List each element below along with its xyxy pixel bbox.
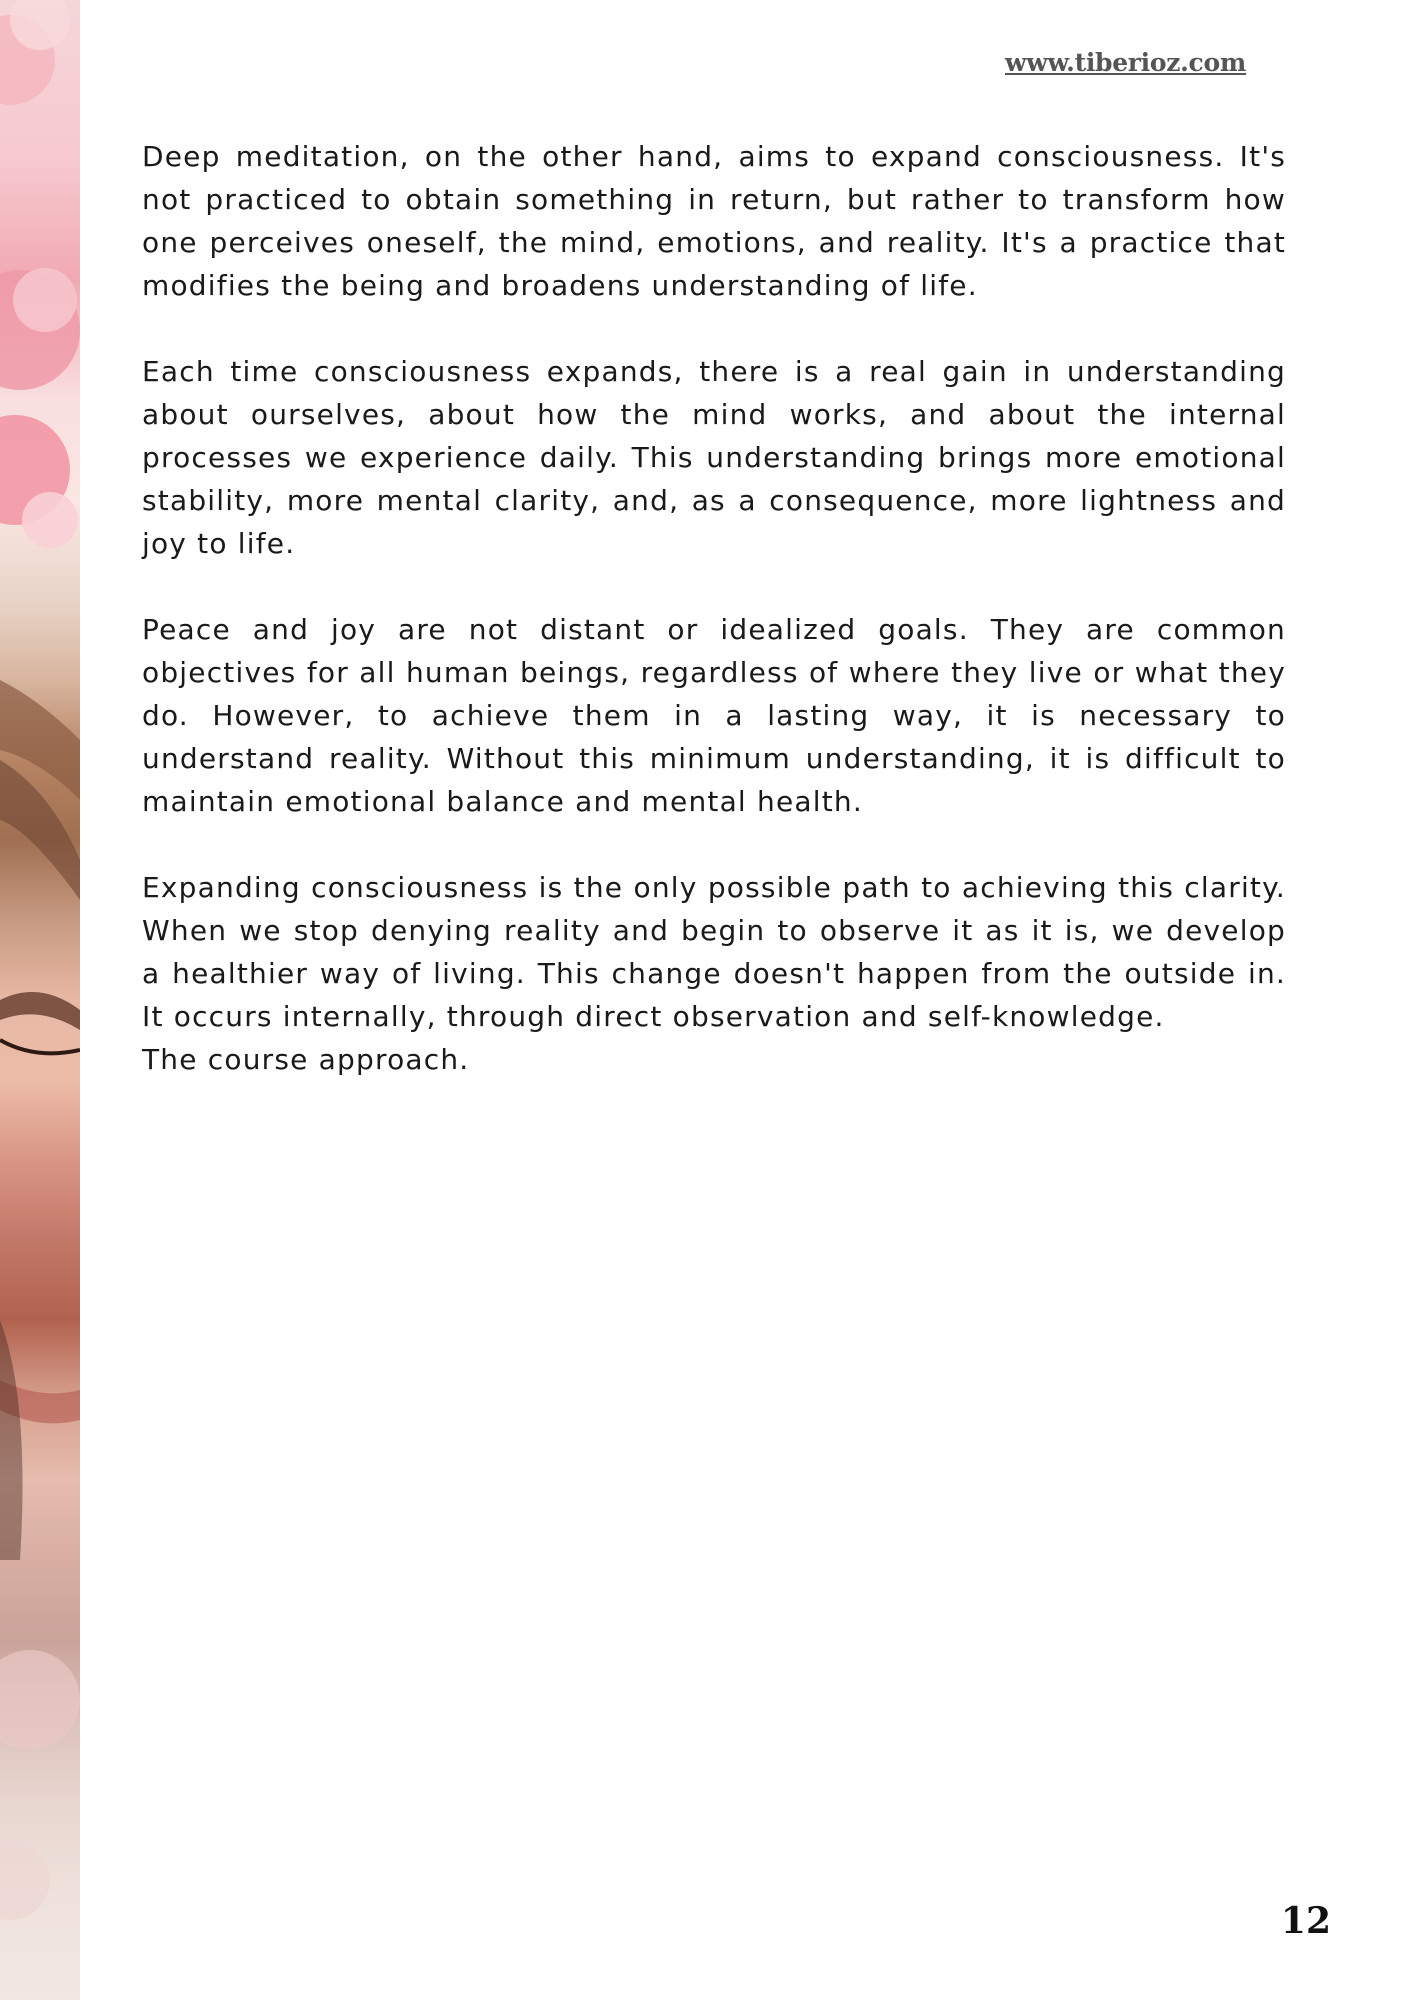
paragraph: The course approach. <box>142 1043 470 1076</box>
paragraph: Peace and joy are not distant or idealized goals. They are common objectives for all human beings, regardless of where they live or what they do. However, to achieve them in a lasting way, it is necessary to understand reality. Without this minimum understanding, it is difficult to maintain emotional balance and mental health. <box>142 613 1286 818</box>
body-text <box>142 135 1286 1081</box>
website-url[interactable]: www.tiberioz.com <box>1005 48 1246 77</box>
page-number: 12 <box>1280 1900 1331 1942</box>
paragraph: Each time consciousness expands, there is a real gain in understanding about ourselves, about how the mind works, and about the internal processes we experience daily. This understanding brings more emotional stability, more mental clarity, and, as a consequence, more lightness and joy to life. <box>142 355 1286 560</box>
paragraph: Deep meditation, on the other hand, aims to expand consciousness. It's not practiced to obtain something in return, but rather to transform how one perceives oneself, the mind, emotions, and reality. It's a practice that modifies the being and broadens understanding of life. <box>142 140 1286 302</box>
floral-portrait-art <box>0 0 80 2000</box>
paragraph: Expanding consciousness is the only possible path to achieving this clarity. When we stop denying reality and begin to observe it as it is, we develop a healthier way of living. This change doesn't happen from the outside in. It occurs internally, through direct observation and self-knowledge. <box>142 871 1286 1033</box>
decorative-illustration-strip <box>0 0 80 2000</box>
